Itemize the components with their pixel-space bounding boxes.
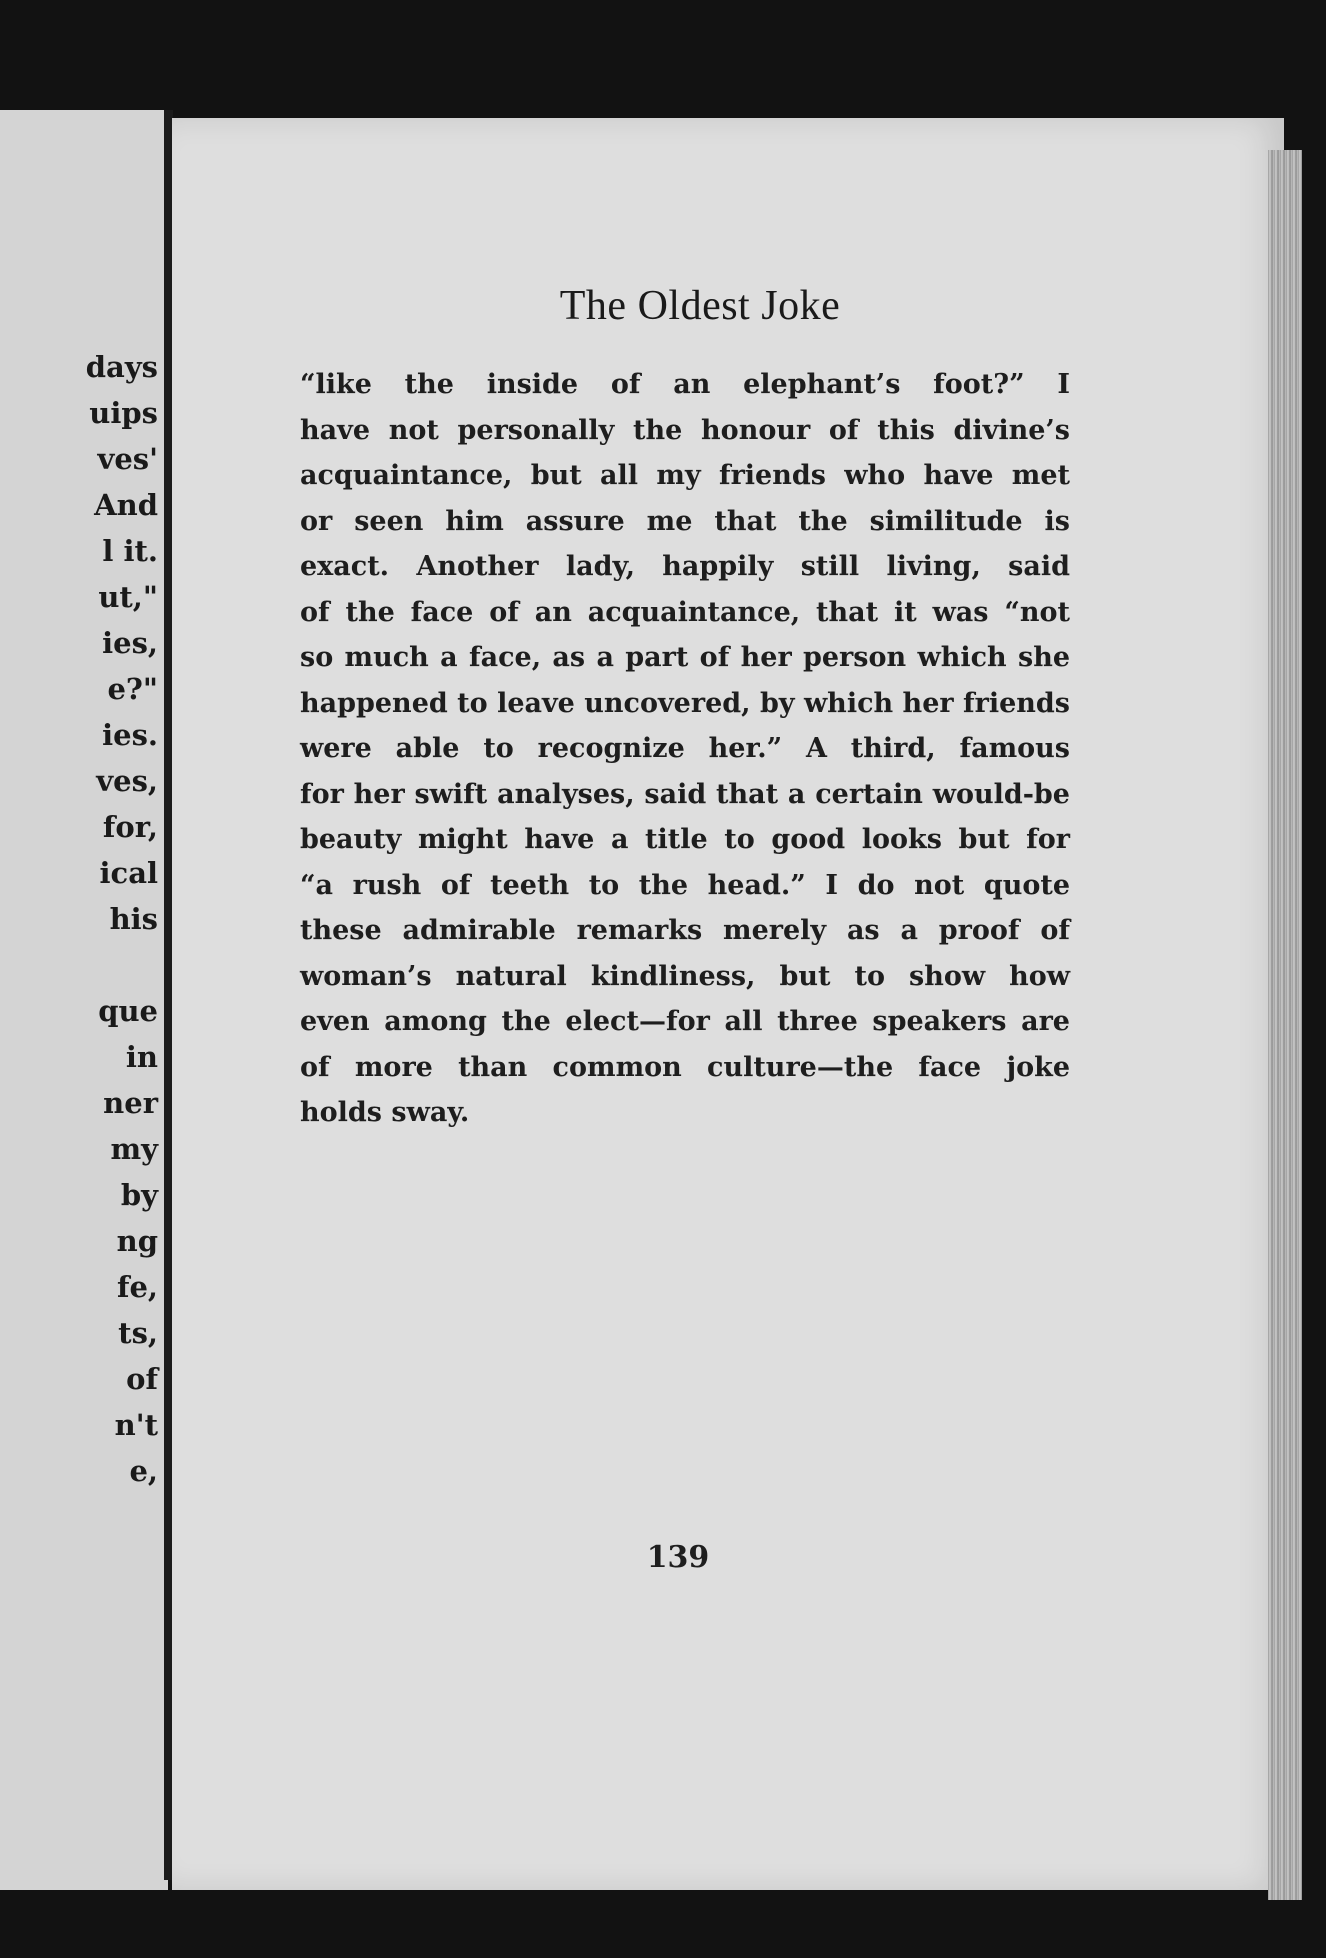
text-line: woman’s natural kindliness, but to show how: [300, 960, 1070, 992]
text-line: happened to leave uncovered, by which her friends: [300, 687, 1070, 719]
line-fragment: by: [120, 1178, 158, 1212]
line-fragment: ies.: [102, 718, 158, 752]
line-fragment: in: [125, 1040, 158, 1074]
line-fragment: ts,: [118, 1316, 158, 1350]
body-text: [300, 362, 1070, 1136]
line-fragment: n't: [114, 1408, 158, 1442]
line-fragment: ner: [103, 1086, 158, 1120]
text-line: even among the elect—for all three speakers are: [300, 1006, 1070, 1037]
line-fragment: uips: [89, 396, 158, 430]
line-fragment: ves': [97, 442, 158, 476]
text-line: acquaintance, but all my friends who have met: [300, 460, 1070, 491]
line-fragment: days: [85, 350, 158, 384]
text-line: for her swift analyses, said that a certain would-be: [300, 778, 1070, 810]
text-line: exact. Another lady, happily still living, said: [300, 551, 1070, 582]
line-fragment: of: [126, 1362, 158, 1396]
page-number: 139: [646, 1540, 710, 1575]
line-fragment: my: [110, 1132, 158, 1166]
previous-page-edge: [0, 110, 168, 1890]
line-fragment: e,: [129, 1454, 158, 1488]
running-head: The Oldest Joke: [559, 283, 841, 329]
text-line: or seen him assure me that the similitude is: [300, 505, 1070, 537]
line-fragment: for,: [102, 810, 158, 844]
line-fragment: e?": [107, 672, 158, 706]
text-line: these admirable remarks merely as a proof of: [300, 915, 1070, 946]
text-line: were able to recognize her.” A third, famous: [300, 733, 1070, 764]
text-line: of more than common culture—the face joke: [300, 1051, 1070, 1083]
text-line: beauty might have a title to good looks but for: [300, 824, 1070, 855]
text-line: “like the inside of an elephant’s foot?” I: [300, 369, 1070, 400]
line-fragment: fe,: [116, 1270, 158, 1304]
line-fragment: his: [109, 902, 158, 936]
text-line: so much a face, as a part of her person which she: [300, 642, 1070, 673]
text-line: have not personally the honour of this divine’s: [300, 414, 1070, 446]
text-line: “a rush of teeth to the head.” I do not quote: [300, 869, 1070, 901]
line-fragment: ng: [116, 1224, 158, 1258]
line-fragment: l it.: [102, 534, 158, 568]
page-block-edge: [1268, 150, 1302, 1900]
line-fragment: ut,": [98, 580, 158, 614]
line-fragment: And: [94, 488, 158, 522]
text-line: holds sway.: [300, 1097, 470, 1128]
text-line: of the face of an acquaintance, that it was “not: [300, 596, 1070, 628]
line-fragment: ical: [99, 856, 158, 890]
line-fragment: que: [98, 994, 158, 1028]
line-fragment: ves,: [96, 764, 158, 798]
line-fragment: ies,: [102, 626, 158, 660]
